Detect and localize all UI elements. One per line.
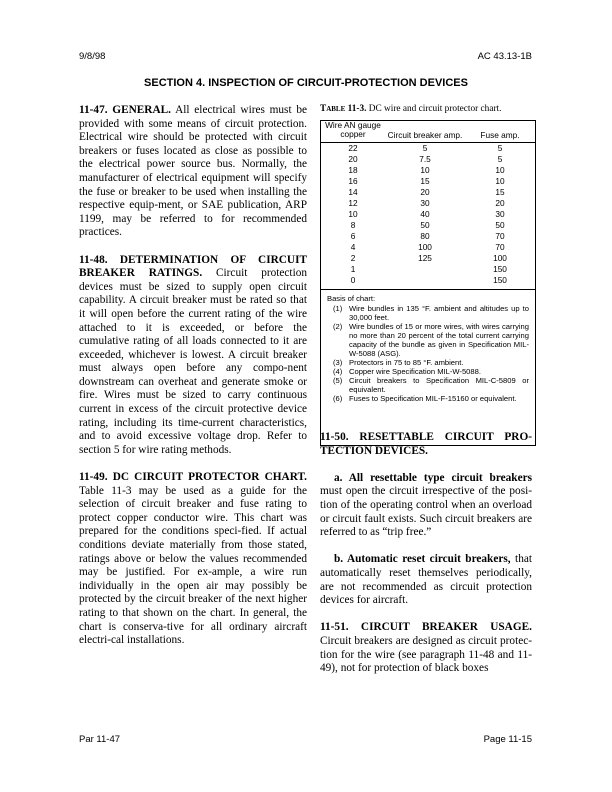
cell-breaker-amp: 80	[420, 231, 430, 241]
note-number: (2)	[333, 322, 343, 331]
notes-list	[327, 304, 529, 403]
table-row	[321, 275, 535, 286]
paragraph-heading: 11-50. RESETTABLE CIRCUIT PRO-TECTION DEVICES.	[320, 431, 532, 457]
cell-fuse-amp: 5	[497, 143, 503, 153]
cell-breaker-amp: 7.5	[419, 154, 431, 164]
cell-breaker-amp: 20	[420, 187, 430, 197]
cell-wire-gauge: 16	[348, 176, 358, 186]
paragraph-heading: 11-47. GENERAL.	[79, 104, 171, 116]
footer-page: Page 11-15	[483, 734, 532, 745]
cell-wire-gauge: 1	[350, 264, 356, 274]
header-doc-id: AC 43.13-1B	[477, 51, 532, 62]
paragraph-heading: 11-49. DC CIRCUIT PROTECTOR CHART.	[79, 471, 307, 484]
cell-fuse-amp: 70	[495, 231, 505, 241]
paragraph-11-50b	[320, 553, 532, 607]
table-row	[321, 187, 535, 198]
cell-wire-gauge: 6	[350, 231, 356, 241]
table-note	[327, 376, 529, 394]
basis-label: Basis of chart:	[327, 294, 376, 303]
paragraph-11-51	[320, 621, 532, 675]
cell-fuse-amp: 15	[495, 187, 505, 197]
table-row	[321, 242, 535, 253]
cell-fuse-amp: 10	[495, 165, 505, 175]
paragraph-11-47	[79, 104, 307, 240]
cell-wire-gauge: 20	[348, 154, 358, 164]
paragraph-11-49	[79, 471, 307, 648]
table-row	[321, 154, 535, 165]
table-row	[321, 198, 535, 209]
paragraph-heading: 11-51. CIRCUIT BREAKER USAGE.	[320, 621, 532, 634]
cell-fuse-amp: 10	[495, 176, 505, 186]
cell-breaker-amp	[385, 264, 465, 275]
paragraph-text: that automatically reset themselves periodically, are not recommended as circuit protection devices for aircraft.	[320, 553, 532, 607]
cell-wire-gauge: 18	[348, 165, 358, 175]
cell-breaker-amp: 5	[422, 143, 428, 153]
cell-wire-gauge: 8	[350, 220, 356, 230]
right-column	[320, 431, 532, 689]
header-breaker-amp: Circuit breaker amp.	[387, 130, 463, 140]
table-row	[321, 165, 535, 176]
note-text: Wire bundles of 15 or more wires, with wires carrying no more than 20 percent of the total current carrying capacity of the bundle as given in Specification MIL-W-5088 (ASG).	[349, 322, 529, 358]
cell-fuse-amp: 5	[497, 154, 503, 164]
cell-wire-gauge: 0	[350, 275, 356, 285]
cell-fuse-amp: 20	[495, 198, 505, 208]
table-row	[321, 253, 535, 264]
table-note	[327, 367, 529, 376]
paragraph-heading: b. Automatic reset circuit breakers,	[334, 553, 511, 566]
cell-fuse-amp: 30	[495, 209, 505, 219]
cell-breaker-amp: 50	[420, 220, 430, 230]
paragraph-heading: 11-48. DETERMINATION OF CIRCUIT BREAKER RATINGS.	[79, 253, 307, 280]
note-number: (4)	[333, 367, 343, 376]
cell-breaker-amp: 10	[420, 165, 430, 175]
cell-fuse-amp: 70	[495, 242, 505, 252]
note-number: (5)	[333, 376, 343, 385]
cell-breaker-amp	[385, 275, 465, 286]
note-text: Fuses to Specification MIL-F-15160 or equivalent.	[349, 394, 517, 403]
section-title: SECTION 4. INSPECTION OF CIRCUIT-PROTECTION DEVICES	[144, 77, 468, 89]
table-row	[321, 231, 535, 242]
cell-wire-gauge: 4	[350, 242, 356, 252]
cell-wire-gauge: 10	[348, 209, 358, 219]
table-note	[327, 322, 529, 358]
note-number: (1)	[333, 304, 343, 313]
note-text: Circuit breakers to Specification MIL-C-5809 or equivalent.	[349, 376, 529, 394]
paragraph-text: must open the circuit irrespective of the posi-tion of the operating control when an overload or circuit fault exists. Such circuit breakers are referred to as “trip free.”	[320, 485, 532, 539]
cell-breaker-amp: 40	[420, 209, 430, 219]
note-text: Wire bundles in 135 °F. ambient and altitudes up to 30,000 feet.	[349, 304, 529, 322]
table-row	[321, 209, 535, 220]
paragraph-text: Circuit protection devices must be sized to supply open circuit capability. A circuit breaker must be rated so that it will open before the current rating of the wire attached to it is exceeded, or before the cumulative rating of all loads connected to it are exceeded, whichever is lowest. A circuit breaker must always open before any compo-nent downstream can overheat and generate smoke or fire. Wires must be sized to carry continuous current in excess of the circuit protective device rating, including its time-current characteristics, and to avoid excessive voltage drop. Refer to section 5 for wire rating methods.	[79, 267, 308, 456]
left-column	[79, 104, 307, 661]
paragraph-text: Circuit breakers are designed as circuit protec-tion for the wire (see paragraph 11-48 and 11-49), not for protection of black boxes	[320, 634, 532, 675]
table-row	[321, 176, 535, 187]
footer-par: Par 11-47	[79, 734, 121, 745]
header-wire-gauge: Wire AN gauge copper	[325, 120, 381, 139]
cell-wire-gauge: 14	[348, 187, 358, 197]
table-header-row	[321, 121, 535, 143]
table-notes	[321, 290, 535, 403]
note-number: (6)	[333, 394, 343, 403]
table-row	[321, 220, 535, 231]
table-row	[321, 264, 535, 275]
paragraph-11-50a	[320, 472, 532, 540]
table-number: Table 11-3.	[320, 104, 367, 114]
table-caption-text: DC wire and circuit protector chart.	[366, 104, 502, 114]
cell-wire-gauge: 22	[348, 143, 358, 153]
cell-wire-gauge: 2	[350, 253, 356, 263]
cell-fuse-amp: 100	[493, 253, 507, 263]
paragraph-11-50	[320, 431, 532, 458]
note-text: Copper wire Specification MIL-W-5088.	[349, 367, 481, 376]
paragraph-heading: a. All resettable type circuit breakers	[334, 471, 532, 484]
table-row	[321, 143, 535, 154]
cell-breaker-amp: 30	[420, 198, 430, 208]
header-fuse-amp: Fuse amp.	[480, 130, 520, 140]
cell-breaker-amp: 15	[420, 176, 430, 186]
cell-fuse-amp: 150	[493, 275, 507, 285]
table-note	[327, 304, 529, 322]
circuit-protector-table	[320, 120, 536, 446]
paragraph-text: Table 11-3 may be used as a guide for the selection of circuit breaker and fuse rating to protect copper conductor wire. This chart was prepared for the conditions speci-fied. If actual conditions deviate materially from those stated, ratings above or below the values recommended may be justified. For ex-ample, a wire run individually in the open air may possibly be protected by the circuit breaker of the next higher rating to that shown on the chart. In general, the chart is conserva-tive for all ordinary aircraft electri-cal installations.	[79, 484, 307, 647]
cell-fuse-amp: 150	[493, 264, 507, 274]
header-date: 9/8/98	[79, 51, 106, 62]
paragraph-text: All electrical wires must be provided with some means of circuit protection. Electrical wire should be protected with circuit breakers or fuses located as close as possible to the electrical power source bus. Normally, the manufacturer of electrical equipment will specify the fuse or breaker to be used when installing the respective equip-ment, or SAE publication, ARP 1199, may be referred to for recommended practices.	[79, 104, 307, 239]
cell-fuse-amp: 50	[495, 220, 505, 230]
table-caption	[320, 104, 536, 114]
cell-wire-gauge: 12	[348, 198, 358, 208]
paragraph-11-48	[79, 254, 307, 458]
table-note	[327, 394, 529, 403]
cell-breaker-amp: 100	[418, 242, 432, 252]
table-note	[327, 358, 529, 367]
table-body	[321, 143, 535, 286]
note-number: (3)	[333, 358, 343, 367]
note-text: Protectors in 75 to 85 °F. ambient.	[349, 358, 464, 367]
cell-breaker-amp: 125	[418, 253, 432, 263]
